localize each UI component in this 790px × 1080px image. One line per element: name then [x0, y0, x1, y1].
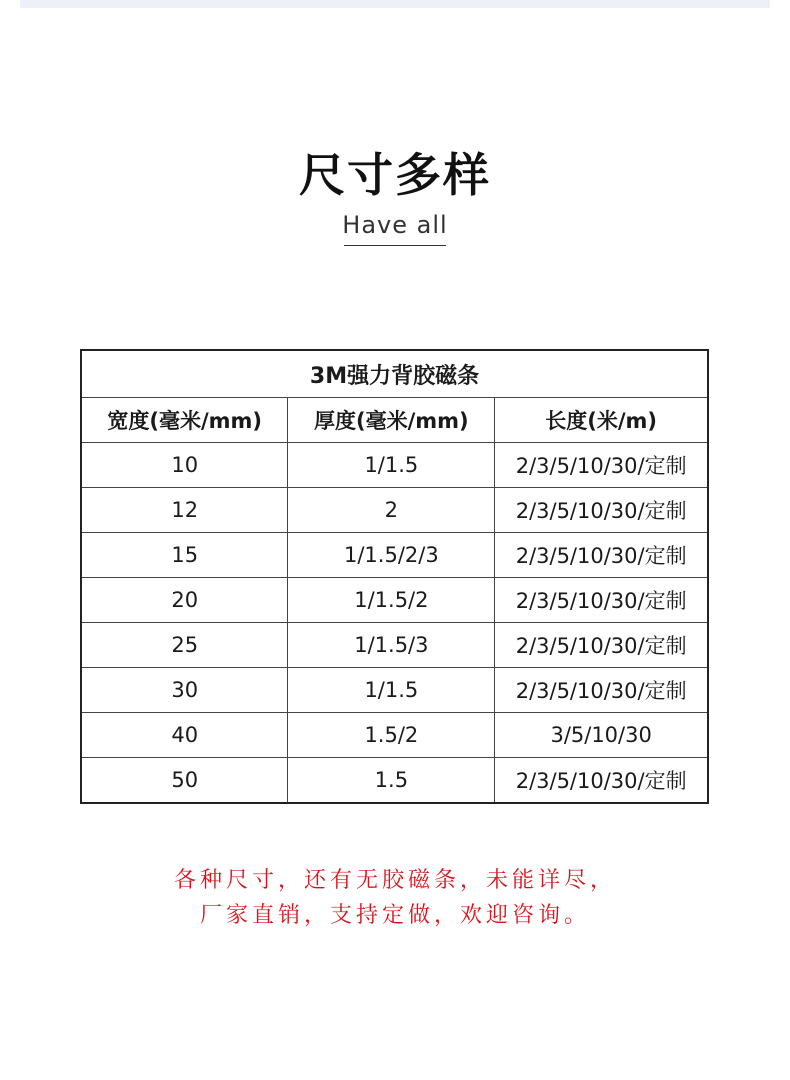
cell-thickness: 1/1.5/3: [288, 623, 495, 668]
cell-length: 2/3/5/10/30/定制: [495, 443, 708, 488]
table-caption-row: [81, 350, 708, 398]
cell-width: 50: [81, 758, 288, 804]
cell-width: 12: [81, 488, 288, 533]
cell-length: 2/3/5/10/30/定制: [495, 758, 708, 804]
subtitle-underline: [344, 245, 446, 246]
note-line-2: 厂家直销，支持定做，欢迎咨询。: [199, 903, 590, 928]
cell-length: 2/3/5/10/30/定制: [495, 533, 708, 578]
section-title: 尺寸多样: [299, 148, 491, 202]
table-row: [81, 713, 708, 758]
note-line-1: 各种尺寸，还有无胶磁条，未能详尽，: [173, 868, 616, 893]
cell-width: 10: [81, 443, 288, 488]
cell-thickness: 1.5/2: [288, 713, 495, 758]
cell-length: 2/3/5/10/30/定制: [495, 668, 708, 713]
cell-width: 20: [81, 578, 288, 623]
spec-table: [80, 349, 709, 804]
table-row: [81, 578, 708, 623]
section-subtitle: Have all: [342, 211, 448, 239]
cell-thickness: 1/1.5: [288, 668, 495, 713]
cell-thickness: 1/1.5/2/3: [288, 533, 495, 578]
table-row: [81, 443, 708, 488]
cell-thickness: 1.5: [288, 758, 495, 804]
table-row: [81, 623, 708, 668]
cell-length: 2/3/5/10/30/定制: [495, 578, 708, 623]
cell-width: 30: [81, 668, 288, 713]
top-banner-strip: [20, 0, 770, 8]
column-header-length: 长度(米/m): [495, 398, 708, 443]
table-row: [81, 668, 708, 713]
cell-width: 15: [81, 533, 288, 578]
table-row: [81, 488, 708, 533]
cell-width: 40: [81, 713, 288, 758]
table-row: [81, 533, 708, 578]
table-row: [81, 758, 708, 804]
cell-length: 2/3/5/10/30/定制: [495, 623, 708, 668]
table-caption: 3M强力背胶磁条: [81, 350, 708, 398]
cell-thickness: 1/1.5: [288, 443, 495, 488]
column-header-thickness: 厚度(毫米/mm): [288, 398, 495, 443]
cell-width: 25: [81, 623, 288, 668]
cell-thickness: 1/1.5/2: [288, 578, 495, 623]
table-header-row: [81, 398, 708, 443]
cell-length: 2/3/5/10/30/定制: [495, 488, 708, 533]
cell-thickness: 2: [288, 488, 495, 533]
cell-length: 3/5/10/30: [495, 713, 708, 758]
column-header-width: 宽度(毫米/mm): [81, 398, 288, 443]
